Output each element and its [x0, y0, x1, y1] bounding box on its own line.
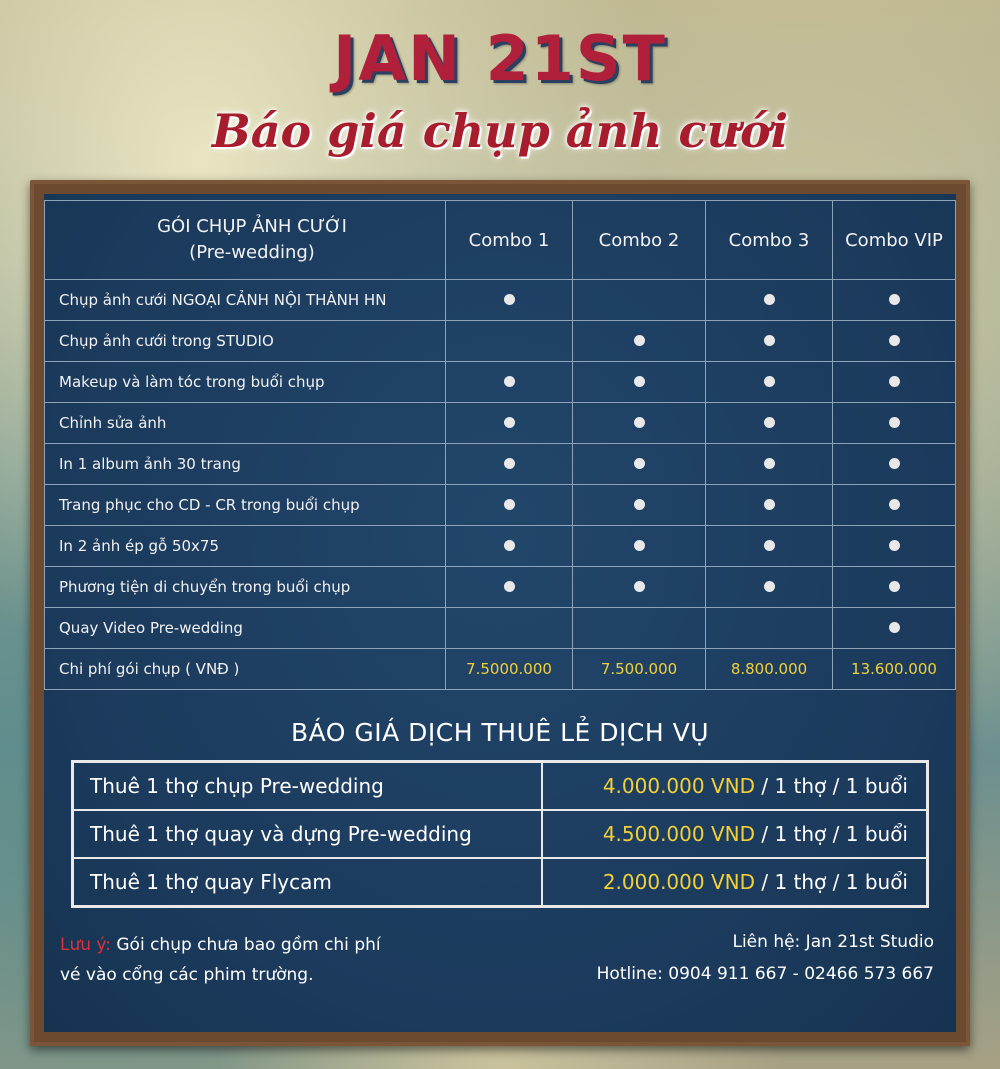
- included-dot-icon: [764, 499, 775, 510]
- included-dot-icon: [889, 540, 900, 551]
- rental-row: [73, 762, 928, 811]
- included-dot-icon: [889, 417, 900, 428]
- included-dot-icon: [764, 376, 775, 387]
- note-block: [60, 930, 480, 990]
- rental-row: [73, 810, 928, 858]
- included-dot-icon: [634, 458, 645, 469]
- feature-cell: [706, 403, 833, 444]
- combo-price: 7.5000.000: [446, 649, 573, 690]
- feature-cell: [706, 321, 833, 362]
- feature-cell: [833, 485, 956, 526]
- included-dot-icon: [504, 540, 515, 551]
- contact-hotline: Hotline: 0904 911 667 - 02466 573 667: [596, 964, 934, 984]
- included-dot-icon: [889, 622, 900, 633]
- rental-price: 2.000.000 VND: [602, 870, 755, 894]
- included-dot-icon: [634, 499, 645, 510]
- included-dot-icon: [889, 294, 900, 305]
- feature-cell: [446, 403, 573, 444]
- note-line1: Gói chụp chưa bao gồm chi phí: [110, 935, 381, 955]
- feature-cell: [573, 567, 706, 608]
- price-row: [45, 649, 956, 690]
- feature-cell: [706, 526, 833, 567]
- rental-unit: / 1 thợ / 1 buổi: [755, 870, 908, 894]
- package-price-table: [44, 200, 956, 690]
- feature-label: In 1 album ảnh 30 trang: [45, 444, 446, 485]
- table-row: [45, 403, 956, 444]
- rental-row: [73, 858, 928, 907]
- feature-label: Quay Video Pre-wedding: [45, 608, 446, 649]
- included-dot-icon: [889, 581, 900, 592]
- table-row: [45, 485, 956, 526]
- feature-label: Makeup và làm tóc trong buổi chụp: [45, 362, 446, 403]
- table-row: [45, 526, 956, 567]
- rental-unit: / 1 thợ / 1 buổi: [755, 822, 908, 846]
- rental-price-cell: [542, 858, 928, 907]
- package-header-cell: [45, 201, 446, 280]
- feature-cell: [573, 321, 706, 362]
- feature-label: Trang phục cho CD - CR trong buổi chụp: [45, 485, 446, 526]
- combo-price: 7.500.000: [573, 649, 706, 690]
- note-line2: vé vào cổng các phim trường.: [60, 965, 314, 985]
- column-header-combo-1: Combo 1: [446, 201, 573, 280]
- page-subtitle: Báo giá chụp ảnh cưới: [211, 104, 789, 158]
- feature-cell: [573, 526, 706, 567]
- feature-cell: [833, 526, 956, 567]
- feature-cell: [446, 444, 573, 485]
- feature-cell: [446, 526, 573, 567]
- brand-title: JAN 21ST: [333, 22, 667, 95]
- feature-cell: [573, 280, 706, 321]
- contact-studio: Liên hệ: Jan 21st Studio: [732, 932, 934, 952]
- feature-cell: [573, 485, 706, 526]
- included-dot-icon: [634, 540, 645, 551]
- rental-price-cell: [542, 810, 928, 858]
- feature-cell: [573, 608, 706, 649]
- included-dot-icon: [764, 417, 775, 428]
- column-header-combo-vip: Combo VIP: [833, 201, 956, 280]
- feature-cell: [573, 403, 706, 444]
- included-dot-icon: [889, 458, 900, 469]
- feature-cell: [706, 567, 833, 608]
- included-dot-icon: [764, 540, 775, 551]
- feature-cell: [833, 608, 956, 649]
- column-header-combo-3: Combo 3: [706, 201, 833, 280]
- table-header-row: [45, 201, 956, 280]
- included-dot-icon: [634, 376, 645, 387]
- table-row: [45, 280, 956, 321]
- contact-block: [597, 926, 934, 990]
- feature-cell: [833, 321, 956, 362]
- price-row-label: Chi phí gói chụp ( VNĐ ): [45, 649, 446, 690]
- included-dot-icon: [504, 581, 515, 592]
- feature-cell: [446, 280, 573, 321]
- included-dot-icon: [764, 294, 775, 305]
- rental-price: 4.000.000 VND: [602, 774, 755, 798]
- feature-cell: [706, 444, 833, 485]
- rental-unit: / 1 thợ / 1 buổi: [755, 774, 908, 798]
- table-row: [45, 608, 956, 649]
- feature-label: Chỉnh sửa ảnh: [45, 403, 446, 444]
- included-dot-icon: [634, 335, 645, 346]
- rental-price: 4.500.000 VND: [602, 822, 755, 846]
- feature-cell: [573, 362, 706, 403]
- chalkboard-panel: [44, 194, 956, 1032]
- combo-price: 13.600.000: [833, 649, 956, 690]
- feature-label: Chụp ảnh cưới trong STUDIO: [45, 321, 446, 362]
- table-row: [45, 321, 956, 362]
- feature-cell: [833, 444, 956, 485]
- feature-cell: [706, 608, 833, 649]
- rental-service: Thuê 1 thợ quay Flycam: [73, 858, 543, 907]
- feature-cell: [446, 321, 573, 362]
- feature-cell: [833, 280, 956, 321]
- feature-cell: [446, 485, 573, 526]
- rental-price-table: [71, 760, 929, 908]
- included-dot-icon: [889, 376, 900, 387]
- feature-cell: [706, 362, 833, 403]
- note-label: Lưu ý:: [60, 935, 111, 955]
- feature-cell: [833, 403, 956, 444]
- table-row: [45, 444, 956, 485]
- included-dot-icon: [504, 458, 515, 469]
- included-dot-icon: [504, 294, 515, 305]
- included-dot-icon: [504, 376, 515, 387]
- included-dot-icon: [504, 499, 515, 510]
- rental-price-cell: [542, 762, 928, 811]
- included-dot-icon: [764, 335, 775, 346]
- included-dot-icon: [889, 335, 900, 346]
- column-header-combo-2: Combo 2: [573, 201, 706, 280]
- feature-cell: [446, 362, 573, 403]
- package-header-line2: (Pre-wedding): [189, 242, 315, 263]
- feature-label: Phương tiện di chuyển trong buổi chụp: [45, 567, 446, 608]
- wooden-board-frame: [30, 180, 970, 1046]
- feature-cell: [446, 567, 573, 608]
- feature-cell: [573, 444, 706, 485]
- included-dot-icon: [634, 417, 645, 428]
- included-dot-icon: [504, 417, 515, 428]
- included-dot-icon: [889, 499, 900, 510]
- included-dot-icon: [764, 581, 775, 592]
- combo-price: 8.800.000: [706, 649, 833, 690]
- included-dot-icon: [764, 458, 775, 469]
- rental-service: Thuê 1 thợ chụp Pre-wedding: [73, 762, 543, 811]
- feature-cell: [706, 280, 833, 321]
- feature-label: In 2 ảnh ép gỗ 50x75: [45, 526, 446, 567]
- feature-cell: [706, 485, 833, 526]
- package-header-line1: GÓI CHỤP ẢNH CƯỚI: [157, 216, 347, 237]
- feature-cell: [833, 567, 956, 608]
- table-row: [45, 362, 956, 403]
- table-row: [45, 567, 956, 608]
- rental-section-title: BÁO GIÁ DỊCH THUÊ LẺ DỊCH VỤ: [290, 718, 710, 747]
- included-dot-icon: [634, 581, 645, 592]
- feature-cell: [833, 362, 956, 403]
- rental-service: Thuê 1 thợ quay và dựng Pre-wedding: [73, 810, 543, 858]
- feature-label: Chụp ảnh cưới NGOẠI CẢNH NỘI THÀNH HN: [45, 280, 446, 321]
- feature-cell: [446, 608, 573, 649]
